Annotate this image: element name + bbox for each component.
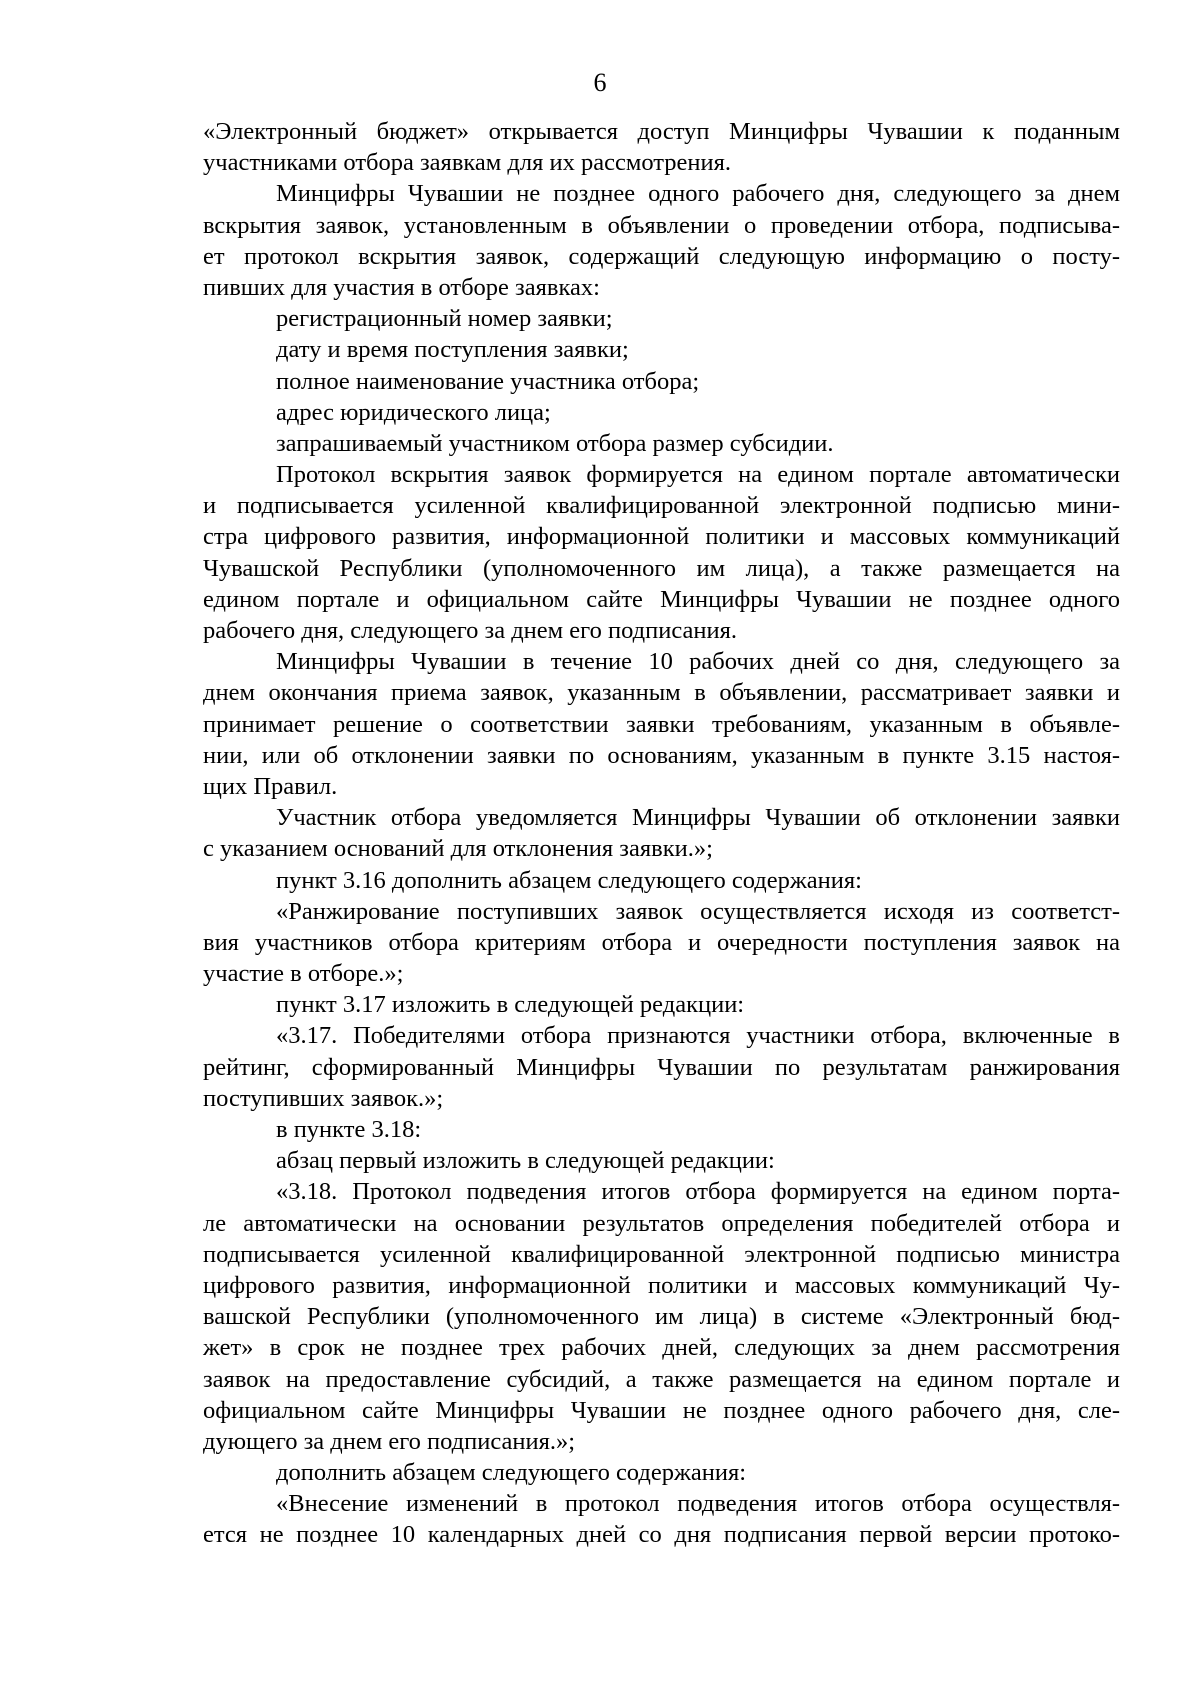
- text-line: дующего за днем его подписания.»;: [203, 1427, 576, 1455]
- text-line: полное наименование участника отбора;: [276, 367, 700, 395]
- text-line: ется не позднее 10 календарных дней со дня подписания первой версии протоко-: [203, 1521, 1120, 1549]
- text-line: вашской Республики (уполномоченного им лица) в системе «Электронный бюд-: [203, 1303, 1120, 1331]
- text-line: ет протокол вскрытия заявок, содержащий следующую информацию о посту-: [203, 242, 1120, 270]
- text-line: в пункте 3.18:: [276, 1116, 422, 1143]
- text-line: запрашиваемый участником отбора размер субсидии.: [276, 429, 834, 457]
- text-line: участие в отборе.»;: [203, 960, 404, 988]
- text-line: «3.18. Протокол подведения итогов отбора формируется на едином порта-: [276, 1178, 1120, 1206]
- text-line: едином портале и официальном сайте Минцифры Чувашии не позднее одного: [203, 585, 1120, 613]
- text-line: «3.17. Победителями отбора признаются участники отбора, включенные в: [276, 1022, 1120, 1050]
- text-line: пивших для участия в отборе заявках:: [203, 273, 600, 301]
- text-line: заявок на предоставление субсидий, а также размещается на едином портале и: [203, 1365, 1120, 1393]
- text-line: принимает решение о соответствии заявки требованиям, указанным в объявле-: [203, 710, 1120, 738]
- text-line: «Ранжирование поступивших заявок осуществляется исходя из соответст-: [276, 897, 1120, 925]
- text-line: подписывается усиленной квалифицированной электронной подписью министра: [203, 1240, 1120, 1268]
- text-line: «Электронный бюджет» открывается доступ Минцифры Чувашии к поданным: [203, 118, 1120, 145]
- text-line: Участник отбора уведомляется Минцифры Чувашии об отклонении заявки: [276, 804, 1120, 832]
- text-line: днем окончания приема заявок, указанным в объявлении, рассматривает заявки и: [203, 679, 1120, 707]
- text-line: официальном сайте Минцифры Чувашии не позднее одного рабочего дня, сле-: [203, 1396, 1120, 1424]
- text-line: нии, или об отклонении заявки по основаниям, указанным в пункте 3.15 настоя-: [203, 741, 1120, 769]
- text-line: рабочего дня, следующего за днем его подписания.: [203, 617, 737, 644]
- text-line: ле автоматически на основании результатов определения победителей отбора и: [203, 1209, 1120, 1237]
- text-line: дату и время поступления заявки;: [276, 336, 629, 364]
- text-line: стра цифрового развития, информационной политики и массовых коммуникаций: [203, 523, 1120, 551]
- text-line: цифрового развития, информационной политики и массовых коммуникаций Чу-: [203, 1271, 1120, 1299]
- text-line: Протокол вскрытия заявок формируется на едином портале автоматически: [276, 461, 1120, 489]
- text-line: адрес юридического лица;: [276, 398, 551, 426]
- text-line: абзац первый изложить в следующей редакции:: [276, 1147, 775, 1175]
- text-line: Минцифры Чувашии не позднее одного рабочего дня, следующего за днем: [276, 180, 1120, 208]
- document-body: [203, 116, 1120, 1551]
- text-line: «Внесение изменений в протокол подведения итогов отбора осуществля-: [276, 1490, 1120, 1518]
- text-line: участниками отбора заявкам для их рассмотрения.: [203, 149, 732, 177]
- page-number: 6: [593, 68, 607, 97]
- text-line: щих Правил.: [203, 772, 338, 800]
- text-line: вия участников отбора критериям отбора и очередности поступления заявок на: [203, 928, 1120, 956]
- text-line: с указанием оснований для отклонения заявки.»;: [203, 835, 713, 863]
- text-line: поступивших заявок.»;: [203, 1084, 444, 1112]
- text-line: вскрытия заявок, установленным в объявлении о проведении отбора, подписыва-: [203, 211, 1120, 239]
- text-line: Чувашской Республики (уполномоченного им лица), а также размещается на: [203, 554, 1120, 582]
- text-line: рейтинг, сформированный Минцифры Чувашии по результатам ранжирования: [203, 1053, 1120, 1081]
- text-line: и подписывается усиленной квалифицированной электронной подписью мини-: [203, 492, 1120, 520]
- text-line: жет» в срок не позднее трех рабочих дней, следующих за днем рассмотрения: [203, 1334, 1120, 1362]
- text-line: пункт 3.17 изложить в следующей редакции:: [276, 991, 745, 1019]
- text-line: пункт 3.16 дополнить абзацем следующего содержания:: [276, 866, 862, 894]
- text-line: регистрационный номер заявки;: [276, 305, 613, 333]
- text-line: дополнить абзацем следующего содержания:: [276, 1459, 747, 1487]
- text-line: Минцифры Чувашии в течение 10 рабочих дней со дня, следующего за: [276, 648, 1120, 676]
